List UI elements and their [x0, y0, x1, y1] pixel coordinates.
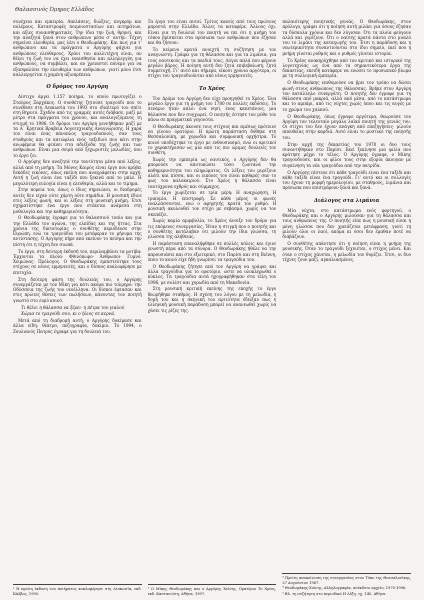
section-title: Διάλογος στα λιμάνια: [313, 197, 380, 204]
section-title: Ο δρόμος του Αργύρη: [46, 84, 109, 91]
footnote: ² Ο Μίκης Θεοδωράκης και ο Αργύρης Χιόνης, Ορατόριο Το Χρέος, εκδ. Καστανιώτη, Αθήνα, 1997.: [147, 587, 277, 596]
paragraph: παλαιότερης ποιητικής γενιάς. Ο Θεοδωράκης, στον πρόλογο, γράφει ότι η ποίηση αυτή μιλάει για όσους έζησαν τα δύσκολα χρόνια και δεν λύγισαν. Ότι τα πλοία φεύγουν αλλά και γυρίζουν. Ότι ο ναύτης κρατά πάντα στο μυαλό του το λιμάνι της καταγωγής του. Έτσι η παράδοση και η νεωτερικότητα συναντιούνται στο ίδιο σημείο, εκεί που η μνήμη γίνεται ρυθμός και ο ρυθμός γίνεται ιστορία.: [282, 19, 412, 56]
paragraph: Χωρίς καμία αμφιβολία, το Χρέος άνοιξε τον δρόμο για τις επόμενες συνεργασίες. Ήταν η στιγμή που ο ποιητής και ο συνθέτης κατάλαβαν ότι μιλούν την ίδια γλώσσα, τη γλώσσα της αλήθειας.: [147, 218, 277, 240]
footnote: ¹ Η πρώτη έκδοση του ποιήματος κυκλοφόρησε στη Λευκωσία, εκδ. Κάλβος, 1995.: [13, 587, 142, 596]
footnote: ⁴ Θεοδωράκης-Χιόνης, Αλληλογραφία, ανέκδοτο αρχείο, 1970-1996.: [282, 586, 407, 590]
running-header: Θαλασσινός Όμηρος Ελλάδος: [15, 7, 95, 13]
column-2-body: [148, 19, 277, 581]
verse-line: Χώρια το τραγούδι σου, κι ο ήλιος σε κερνά.: [21, 311, 116, 317]
footnotes: [13, 584, 142, 597]
paragraph: Η παράσταση επαναλήφθηκε σε πολλές πόλεις και έγινε γνωστή πέρα από τα σύνορα. Ο Θεοδωράκης ήθελε να την παρουσιάσει και στο εξωτερικό, στο Παρίσι και στη Βιέννη, όπου το κοινό είχε ήδη γνωρίσει τα τραγούδια του.: [147, 240, 277, 262]
footnotes: [148, 584, 277, 597]
paragraph: Στη μουσική κριτική εκείνης της εποχής το έργο θεωρήθηκε σταθμός. Η σχέση του λόγου με τη μελωδία, η δομή του και η σκηνική του αρτιότητα έδειξαν πως η ελληνική μουσική παράδοση μπορεί να ανανεωθεί χωρίς να χάσει τις ρίζες της.: [147, 286, 277, 313]
paragraph: Δίστιχο άργει 1.157 ποίημα, το οποίο πρωτογίζει ο Σταύρος Ξαρχάκος. Ο συνθέτης ζητούσε τραγούδι που το συνέθεσε στη Λευκωσία του 1993 στο ιδιαίτερό του σπίτι στη Βηρυτό. Σχεδόν από τις γραμμές αυτές διάβασε, μαζί με μέτρο στα πράγματα του χρόνου, και αναλογιζόμενος τη στιγμή το 1996. Οι δρόμοι του Αργύρη γεννήθηκαν μαζί με τα Α΄ Κρητικά Βραβεία Λογοτεχνικής Αναγνώρισης. Η χαρά του είναι ένας πάνοπλος τραγουδοποιός, σαν τους σταθμούς και τα κατώφλια ενός ταξιδιού που κάτι στην ανωφέρεια θα φτάνει στα αδιέξοδα της ζωής και των ανθρώπων. Είναι μια σειρά από ξεχωριστές μελωδίες, που το έργο ζει.: [13, 94, 142, 158]
column-2: [148, 19, 277, 597]
paragraph: συνέχεια και εμπειρία. Απελάσεις, διώξεις, πογκρόμ και πολέμους. Καταστροφές ποιμνιοστασίων και αιτημάτων, και αξίες συναισθηματικές. Την ίδια την ζωή, θρηνεί, και την αναζητά ξανά στον ανθρώπινο μέσα σ’ αυτήν. Τέχνη σημαίνει ελευθερία, μας λέει ο Θεοδωράκης. Και πως για τ’ ανθρώπινο και τα πράγματα ο Αργύρης ψάχνει για ανθρώπους ελεύθερους. Χρόνι του καλλιτέχνη είναι, αν θέλει τη ζωή του να έχει ευαισθησία και αλληλεγγύη για ανθρώπους, να συμβάλει, και αν χρειαστεί πόνεμο για να εξασφαλίσει την ελευθερία των ανθρώπων, γιατί μόνο έτσι καλλιεργείται η χαμένη αξιοπρέπεια.: [13, 19, 142, 77]
paragraph: Το κείμενο κρατά ανοιχτή τη συζήτηση με τον αναγνώστη. Γράφει για τη θάλασσα και για τα λιμάνια, για τους ναυτικούς και τα παιδιά τους. Λόγια απλά που φέρουν μεγάλο βάρος. Η ποίηση αυτή δεν ζητά επιβεβαίωση, ζητά συμμετοχή. Γι’ αυτό και σήμερα, είκοσι χρόνια αργότερα, οι στίχοι του τραγουδιούνται από νέους ερμηνευτές.: [147, 46, 277, 79]
paragraph: Ο Θεοδωράκης, όπως έγραψε αργότερα, θεωρούσε τον Αργύρη τον τελευταίο μεγάλο λαϊκό ποιητή της γενιάς του. Οι στίχοι του δεν έχουν ανάγκη από επεξηγήσεις· μιλούν απευθείας στην καρδιά. Αυτό είναι το μυστικό της ποίησής του.: [282, 113, 412, 140]
paragraph: Μετά από τη διαδρομή αυτή, ο Αργύρης δοκίμασε και άλλα είδη: θέατρο, πεζογραφία, δοκίμιο. Το 1994, ο Ζουλιανός Πατρός έγραφε για τη δουλειά του.: [13, 318, 142, 334]
footnote: ⁵ Βλ. τη συζήτηση στο περιοδικό Η Λέξη, τχ. 140, Αθήνα.: [282, 591, 387, 596]
column-1: [13, 19, 142, 597]
paragraph: Ο Θεοδωράκης επιθυμούσε να βρει τον τρόπο να δώσει φωνή στους ανθρώπους της θάλασσας. Βρήκε στον Αργύρη τον κατάλληλο συνεργάτη. Ο ποιητής δεν έγραφε για τη θάλασσα από μακριά, αλλά από μέσα, από το κατάστρωμα και το αμπάρι, από τις νύχτες χωρίς ύπνο και τις αυγές με το χρώμα του χαλκού.: [282, 80, 412, 112]
paragraph: Τον Δρόμο του Αργύρη δεν είχε προηγηθεί το Χρέος. Ένα μεγάλο έργο για τη μνήμη του 1780 σε πολλές εκδόσεις. Το σενάριο ήταν απλό: ένα νησί, ένας καπετάνιος, μια θάλασσα που δεν συγχωρεί. Ο ποιητής έστησε τον μύθο του πάνω σε πραγματικά γεγονότα.: [147, 95, 277, 122]
paragraph: Ο Αργύρης δεν αναζητά την ταυτότητα μέσα από λέξεις, αλλά από τη μνήμη. Τα Μόνος Καιρός είναι έργο που κρύβει δεκάδες εικόνες, όπως εκείνη που αναγράφεται στην αρχή: Αυτή η ζωή είναι ένα ταξίδι που ξεκινά από το μπλε. Η μεγαλύτερη ευλογία είναι η ελευθερία, αλλά και το τίμημα.: [13, 159, 142, 186]
column-3-body: [282, 19, 411, 570]
column-1-body: [13, 19, 142, 581]
paragraph: Ο Θεοδωράκης άκουσε τους στίχους και αμέσως πρότεινε να γίνουν ορατόριο. Η πρώτη παράσταση δόθηκε στη Θεσσαλονίκη, με χορωδία και συμφωνική ορχήστρα. Το κοινό υποδέχτηκε το έργο με ενθουσιασμό, ενώ οι κριτικοί το χαρακτήρισαν ως μία από τις πιο ώριμες δουλειές του συνθέτη.: [147, 123, 277, 156]
paragraph: Χωρίς την εμπειρία ως ναυτικός, ο Αργύρης δεν θα μπορούσε να αποτυπώσει τόσο ζωντανά την καθημερινότητα του πληρώματος. Οι λέξεις του μυρίζουν αλάτι και πίσσα, και οι εικόνες του είναι καθαρές σαν το φως του καλοκαιριού. Στο Χρέος η θάλασσα είναι ταυτόχρονα εχθρός και σύμμαχος.: [147, 157, 277, 189]
paragraph: Τα έργα του είναι αυτοί. Τρίτος κανείς από τους πρώτους μπροστά στην Ελλάδα. Άλλες τα καταφέρε. Άλλους όχι. Είναι για τη δουλειά του ποιητή να πει ότι η μνήμη του τόπου βρίσκεται στα πρόσωπα των ανθρώπων που έζησαν και θα ζήσουν.: [147, 19, 277, 46]
paragraph: Ο Θεοδωράκης έγραφε για το θαλασσινό τοπίο και για την Ελλάδα του αγώνα, της ελπίδας και της ήττας. Στα χρόνια της δικτατορίας ο συνθέτης περιόδευσε στην Ευρώπη, ενώ τα τραγούδια του μετέφεραν το μήνυμα της αντίστασης. Ο Αργύρης πήρε από εκείνον το πείσμα και την πίστη ότι η τέχνη δεν σιωπά.: [13, 215, 142, 247]
paragraph: Στη δεύτερη φάση της δουλειάς του, ο Αργύρης συνεργάζεται με τον Μίκη για κάτι ακόμα πιο τολμηρό: την Οδύσσεια της ζωής του νεοέλληνα. Οι δίσκοι έφτασαν και στις πρώτες θέσεις των πωλήσεων, κάνοντας τον ποιητή γνωστό στο ευρύ κοινό.: [13, 276, 142, 303]
paragraph: Ο Αργύρης πίστευε ότι κάθε τραγούδι είναι ένα ταξίδι και κάθε ταξίδι είναι ένα τραγούδι. Γι’ αυτό και οι συλλογές του έχουν τη μορφή ημερολογίου, με σταθμούς, λιμάνια και πρόσωπα που επιστρέφουν ξανά και ξανά.: [282, 169, 412, 191]
column-3: [282, 19, 411, 597]
paragraph: Ο Θεοδωράκης ζήτησε από τον Αργύρη να γράψει και άλλα τραγούδια για το ορατόριο, ώστε να ολοκληρωθεί ο κύκλος. Τα τραγούδια αυτά ηχογραφήθηκαν στα τέλη του 1996, με σολίστ και χορωδία από τη Μακεδονία.: [147, 263, 277, 285]
footnotes: [282, 573, 411, 597]
paragraph: Ο συνθέτης απάντησε ότι η ποίηση είναι η μνήμη της μουσικής. Όταν το τραγούδι ξεχνιέται, ο στίχος μένει. Και όταν ο στίχος χάνεται, η μελωδία τον θυμίζει. Έτσι, οι δυο τέχνες ζουν μαζί, αγκαλιασμένες.: [282, 240, 412, 262]
paragraph: Το έργο χωρίζεται σε τρία μέρη: Η αναχώρηση, Η τρικυμία, Η επιστροφή. Σε κάθε μέρος οι φωνές εναλλάσσονται, ενώ ο αφηγητής κρατά τον ρυθμό. Η μουσική ακολουθεί τον στίχο με σεβασμό, χωρίς να τον σκεπάζει.: [147, 190, 277, 217]
text-columns: [13, 19, 411, 597]
paragraph: Μία νύχτα, στο κατάστρωμα ενός φορτηγού, ο Θεοδωράκης και ο Αργύρης μιλούσαν για τη θάλασσα και τους ανθρώπους της. Ο ποιητής είπε πως η μουσική είναι η μόνη γλώσσα που δεν χρειάζεται μετάφραση, γιατί τη μιλούν όλοι οι λαοί, ακόμα κι όσοι δεν έμαθαν ποτέ να διαβάζουν.: [282, 207, 412, 240]
paragraph: Στην αρχή της δεκαετίας του 1970 οι δυο τους συναντήθηκαν στο Παρίσι. Εκεί ξεκίνησε μια φιλία που κράτησε μέχρι το τέλος. Ο Αργύρης έγραφε, ο Μίκης τραγουδούσε, και οι φίλοι τους στην εξορία άκουγαν με συγκίνηση τα νέα τραγούδια από την πατρίδα.: [282, 141, 412, 168]
section-title: Το Χρέος: [199, 85, 225, 92]
paragraph: Το Χρέος ανακηρύχθηκε από τον κριτικό και ιστορικό της λογοτεχνίας ως ένα από τα σημαντικότερα έργα της δεκαετίας, επειδή κατάφερε να ενώσει το προσωπικό βίωμα με τη συλλογική εμπειρία.: [282, 57, 412, 79]
paragraph: Το έργο, στη δεύτερη έκδοσή του, περιλαμβάνει τα μοτίβα: Έρχονται τα πλοία· Φθινόπωρο· Άνθρωποι· Γυμνό. Χειμώνας· Πρόλογος. Ο Θεοδωράκης εμπιστεύτηκε τους στίχους σε νέους ερμηνευτές, και ο δίσκος κυκλοφόρησε με επιτυχία.: [13, 248, 142, 275]
footnote: ³ Πρώτη ανακοίνωση της συνεργασίας στον Τύπο της Θεσσαλονίκης, 27 Αυγούστου 1967.: [282, 576, 412, 585]
verse-line: Τι θέλει η θάλασσα να ξέρει· η πέτρα του γιαλού: [21, 304, 125, 310]
paragraph: Στην πορεία του, όπως ο ίδιος σημειώνει, οι διαδρομές αυτές δεν είχαν ούτε χάρτη ούτε σημάδια. Η μουσική έδινε στις λέξεις φωνή, και οι λέξεις στη μουσική μνήμη. Έτσι σχηματίστηκε ένα έργο που στέκεται ανάμεσα στη μυθολογία και την καθημερινότητα.: [13, 187, 142, 214]
